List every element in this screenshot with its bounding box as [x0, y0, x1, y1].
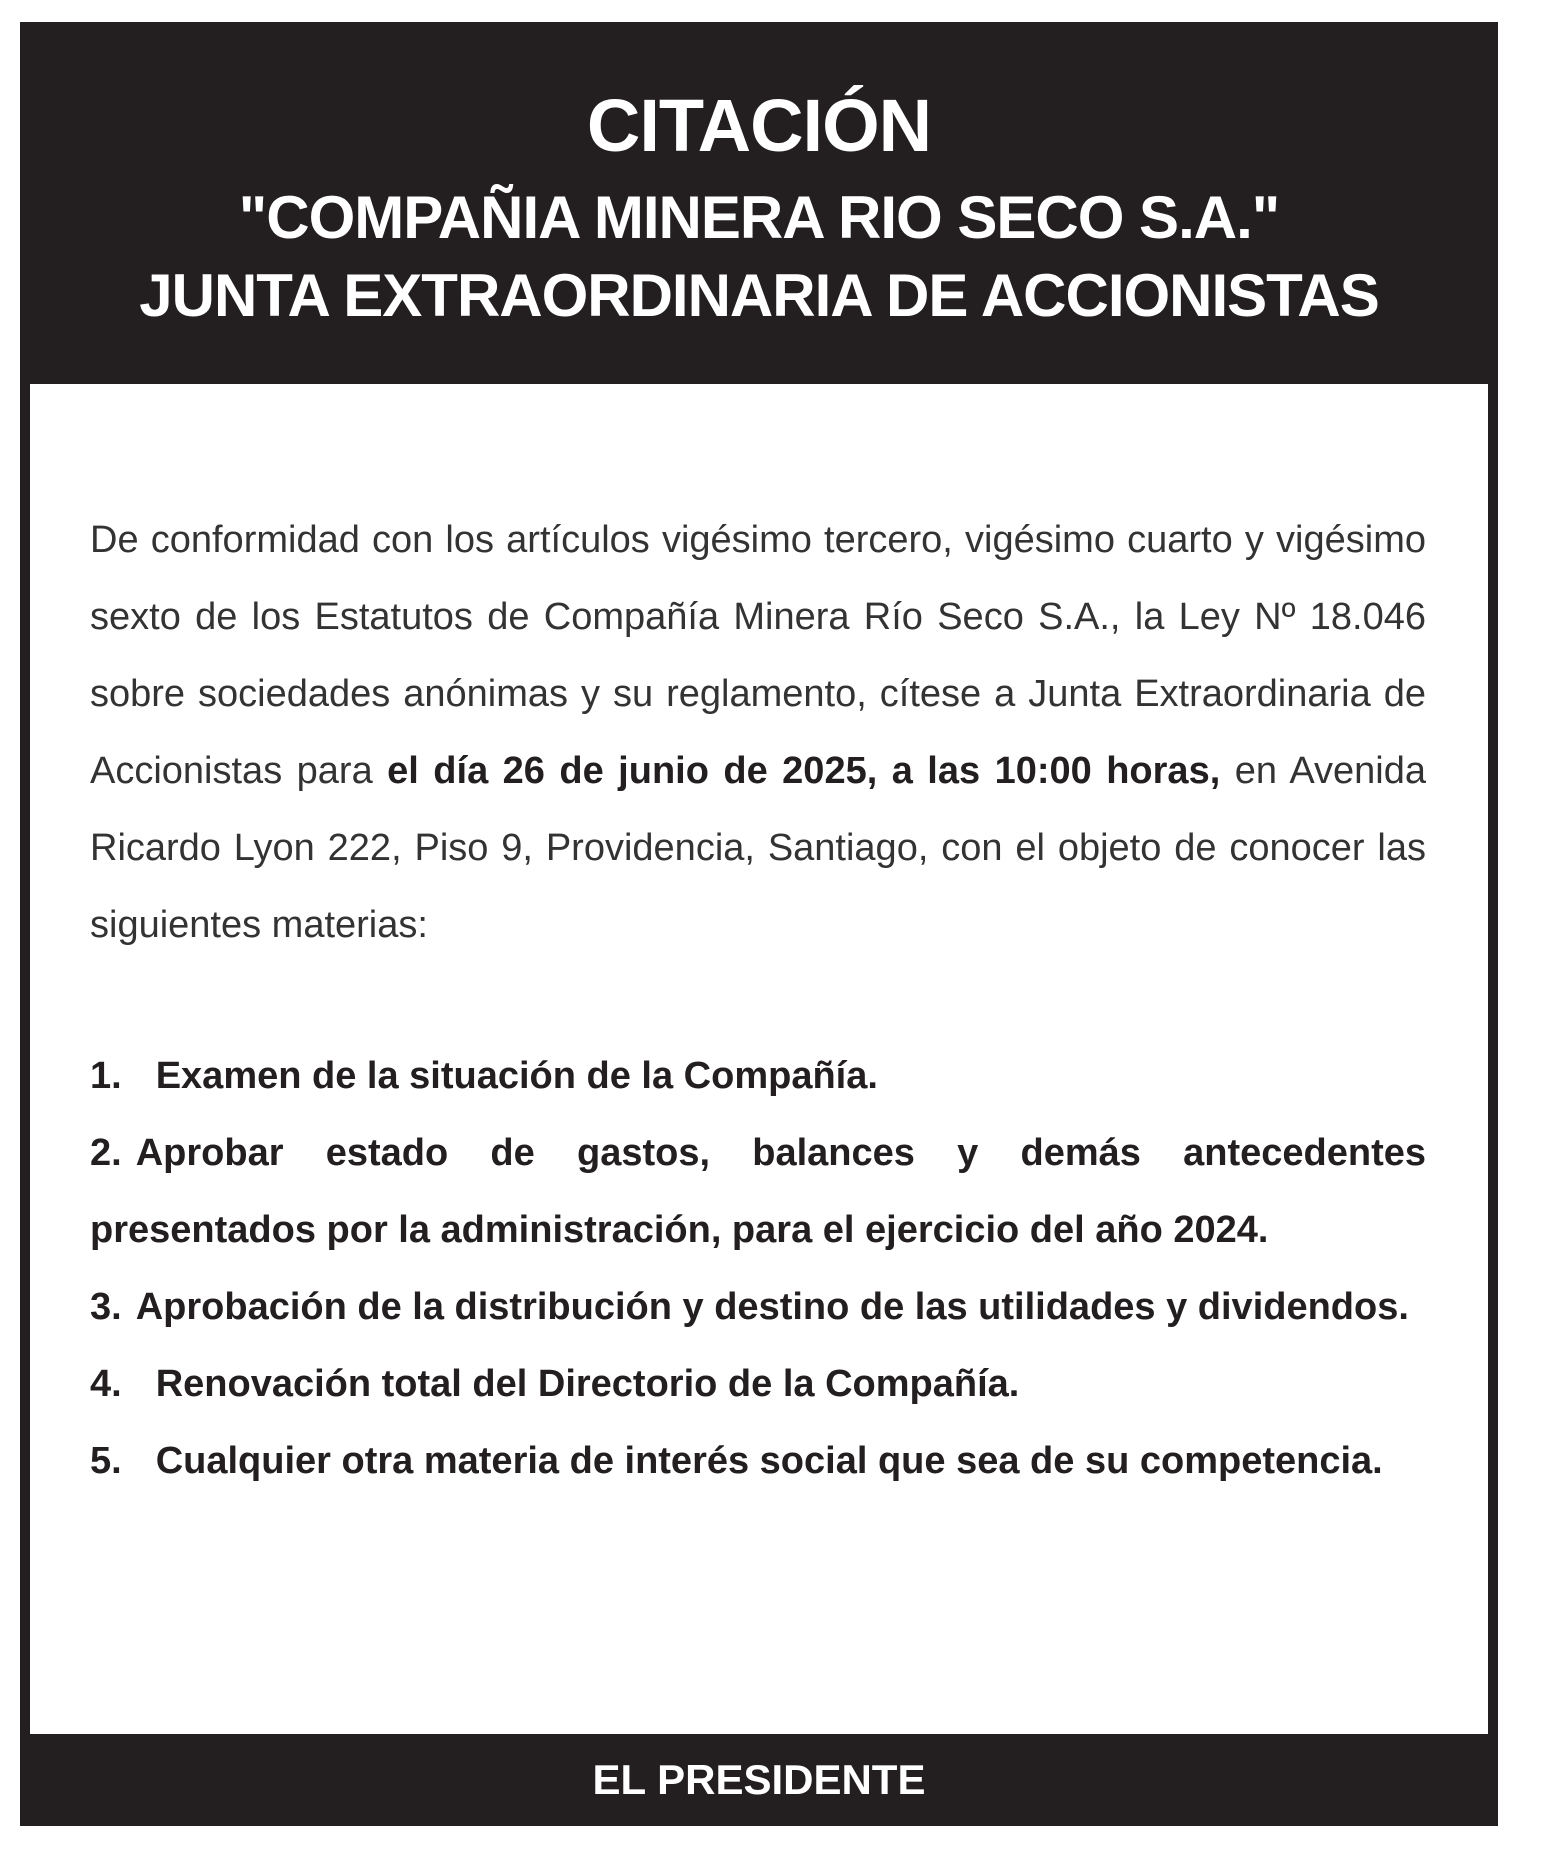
intro-text-before: De conformidad con los artículos vigésimo tercero, vigésimo cuarto y vigésimo sexto de los Estatutos de Compañía Minera Río Seco S.A., la Ley Nº 18.046 sobre sociedades anónimas y su reglamento, cítese a Junta Extraordinaria de Accionistas para	[90, 519, 1426, 792]
agenda-item-text: Examen de la situación de la Compañía.	[155, 1055, 878, 1097]
agenda-item-number: 3.	[90, 1286, 122, 1328]
agenda-item	[90, 1115, 1426, 1269]
agenda-item-text: Aprobación de la distribución y destino de las utilidades y dividendos.	[135, 1286, 1409, 1328]
meeting-date-time: el día 26 de junio de 2025, a las 10:00 horas,	[387, 750, 1221, 792]
agenda-item-number: 1.	[90, 1055, 122, 1097]
agenda-item	[90, 1269, 1426, 1346]
agenda-item	[90, 1038, 1426, 1115]
agenda-item-number: 4.	[90, 1363, 122, 1405]
agenda-list	[90, 1038, 1426, 1500]
intro-text-after: en Avenida Ricardo Lyon 222, Piso 9, Providencia, Santiago, con el objeto de conocer las siguientes materias:	[90, 750, 1426, 946]
agenda-item	[90, 1423, 1426, 1500]
company-name: "COMPAÑIA MINERA RIO SECO S.A."	[238, 184, 1280, 251]
agenda-item-number: 5.	[90, 1440, 122, 1482]
notice-header	[20, 22, 1498, 380]
notice-frame	[20, 22, 1498, 1826]
intro-paragraph	[90, 502, 1426, 964]
agenda-item-number: 2.	[90, 1132, 122, 1174]
notice-body	[30, 384, 1488, 1734]
agenda-item-text: Renovación total del Directorio de la Compañía.	[155, 1363, 1020, 1405]
agenda-item	[90, 1346, 1426, 1423]
notice-title: CITACIÓN	[586, 84, 932, 167]
agenda-item-text: Cualquier otra materia de interés social que sea de su competencia.	[155, 1440, 1383, 1482]
agenda-item-text: Aprobar estado de gastos, balances y demás antecedentes presentados por la administración, para el ejercicio del año 2024.	[90, 1132, 1426, 1251]
signature: EL PRESIDENTE	[592, 1756, 926, 1803]
meeting-type: JUNTA EXTRAORDINARIA DE ACCIONISTAS	[139, 262, 1379, 329]
